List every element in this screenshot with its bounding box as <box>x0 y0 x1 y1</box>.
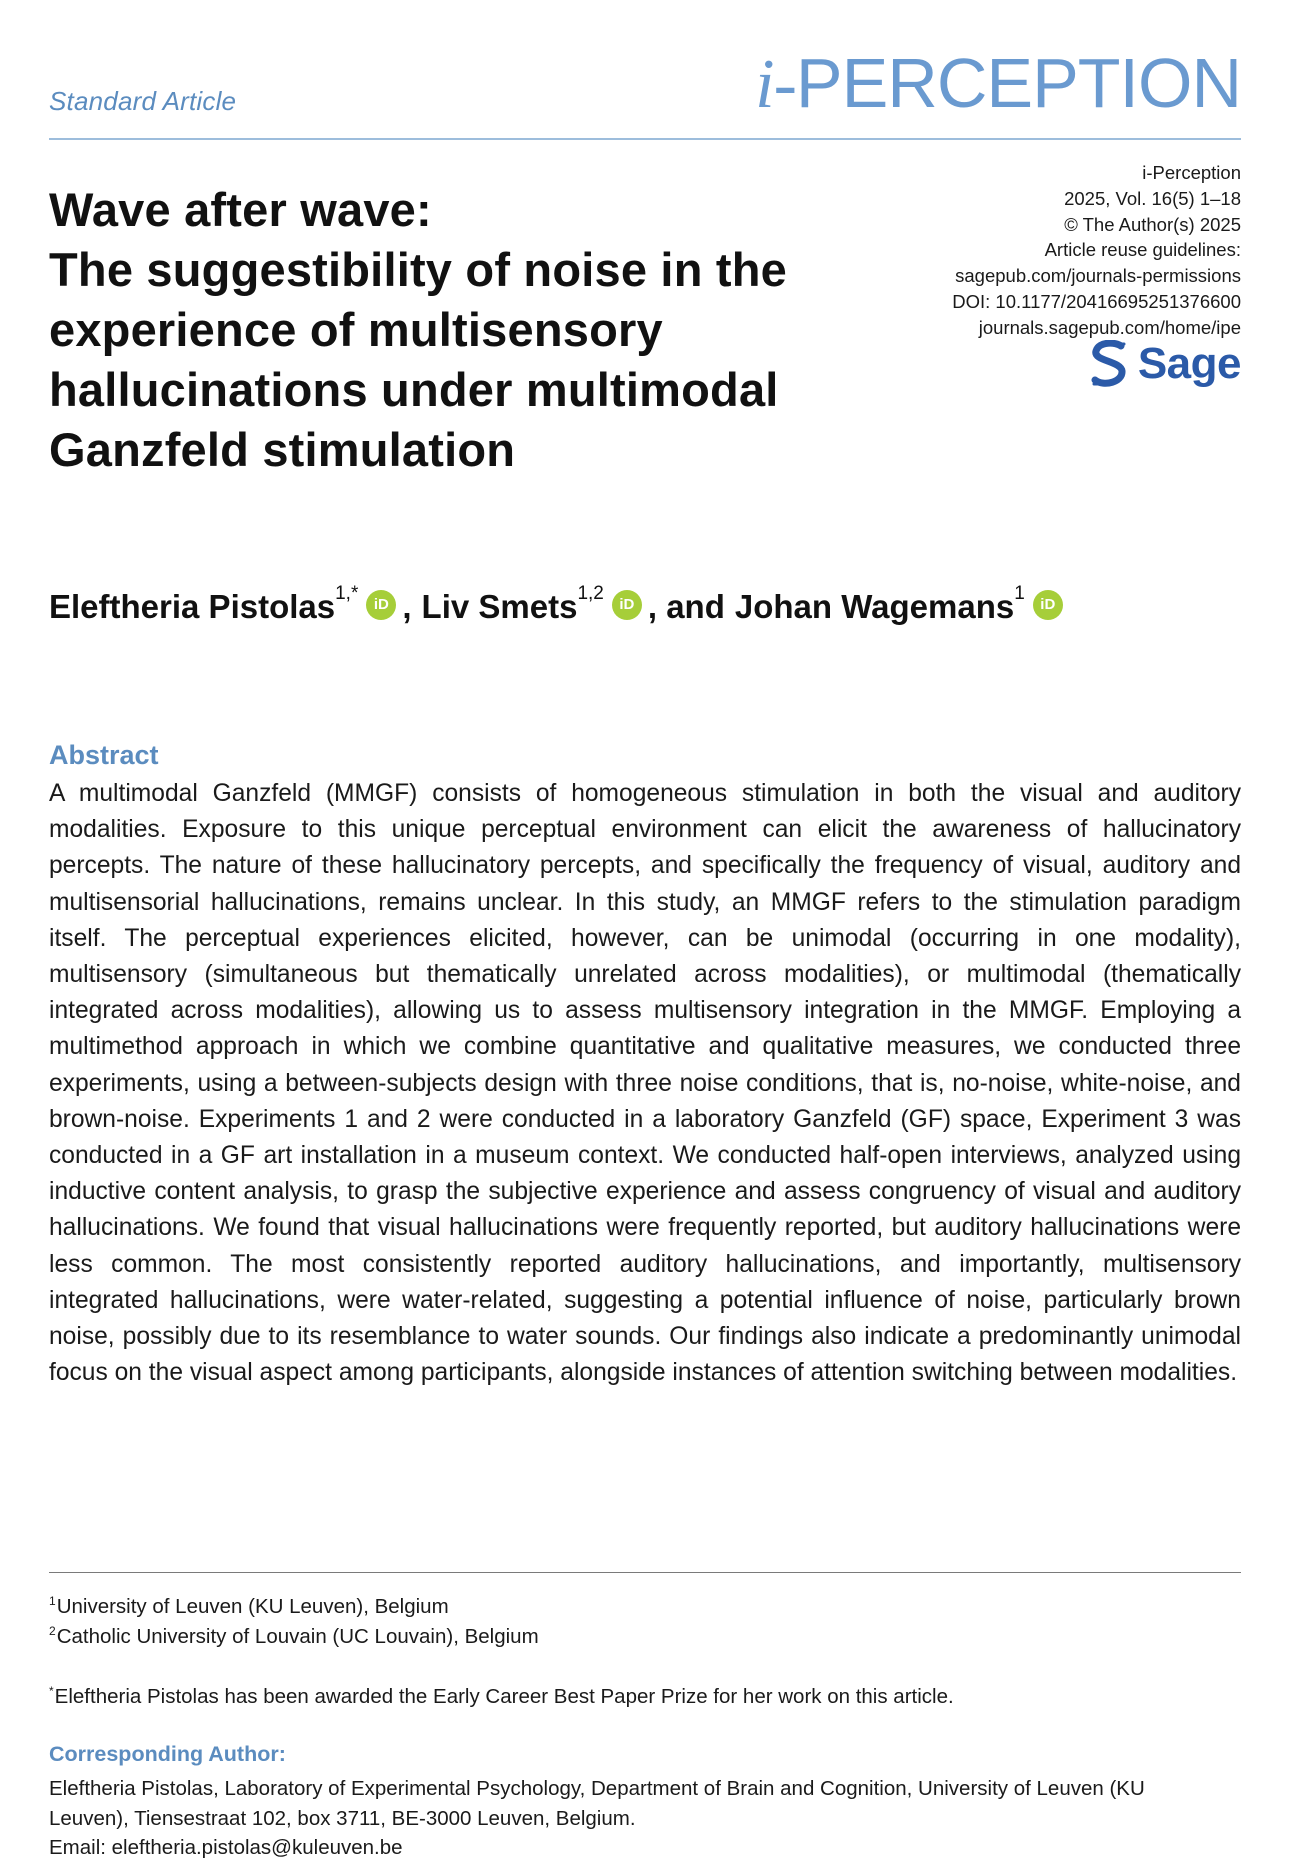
journal-logo-main: PERCEPTION <box>795 44 1241 122</box>
publication-meta <box>881 160 1241 341</box>
abstract-heading: Abstract <box>49 740 159 770</box>
author-name: Liv Smets <box>421 588 578 625</box>
sage-logo <box>1090 340 1241 388</box>
author-affil-marker: 1,2 <box>577 583 604 604</box>
award-text: Eleftheria Pistolas has been awarded the Early Career Best Paper Prize for her work on this article. <box>54 1685 954 1708</box>
award-marker: * <box>49 1684 54 1698</box>
meta-reuse-link[interactable]: sagepub.com/journals-permissions <box>955 265 1241 287</box>
journal-logo <box>755 44 1241 123</box>
sage-s-icon <box>1090 340 1128 388</box>
author-name: Eleftheria Pistolas <box>49 588 336 625</box>
author-separator: , and <box>647 588 725 625</box>
title-line: The suggestibility of noise in the <box>49 243 787 296</box>
author-affil-marker: 1,* <box>335 583 359 604</box>
title-line: hallucinations under multimodal <box>49 363 779 416</box>
header <box>49 44 1241 138</box>
meta-volume: 2025, Vol. 16(5) 1–18 <box>1064 187 1241 209</box>
title-line: Ganzfeld stimulation <box>49 423 516 476</box>
affiliation-text: University of Leuven (KU Leuven), Belgium <box>56 1595 449 1618</box>
affiliation-2 <box>49 1622 539 1654</box>
title-line: Wave after wave: <box>49 183 432 236</box>
article-title <box>49 180 909 480</box>
journal-logo-prefix: i- <box>755 46 796 123</box>
affiliation-1 <box>49 1592 449 1624</box>
header-divider <box>49 138 1241 140</box>
meta-copyright: © The Author(s) 2025 <box>1064 213 1241 235</box>
affiliation-marker: 1 <box>49 1594 56 1608</box>
article-page <box>49 0 1241 1864</box>
abstract-text: A multimodal Ganzfeld (MMGF) consists of homogeneous stimulation in both the visual and auditory modalities. Exposure to this unique perceptual environment can elicit the awareness of hallucinatory percepts. The nature of these hallucinatory percepts, and specifically the frequency of visual, auditory and multisensorial hallucinations, remains unclear. In this study, an MMGF refers to the stimulation paradigm itself. The perceptual experiences elicited, however, can be unimodal (occurring in one modality), multisensory (simultaneous but thematically unrelated across modalities), or multimodal (thematically integrated across modalities), allowing us to assess multisensory integration in the MMGF. Employing a multimethod approach in which we combine quantitative and qualitative measures, we conducted three experiments, using a between-subjects design with three noise conditions, that is, no-noise, white-noise, and brown-noise. Experiments 1 and 2 were conducted in a laboratory Ganzfeld (GF) space, Experiment 3 was conducted in a GF art installation in a museum context. We conducted half-open interviews, analyzed using inductive content analysis, to grasp the subjective experience and assess congruency of visual and auditory hallucinations. We found that visual hallucinations were frequently reported, but auditory hallucinations were less common. The most consistently reported auditory hallucinations, and importantly, multisensory integrated hallucinations, were water-related, suggesting a potential influence of noise, particularly brown noise, possibly due to its resemblance to water sounds. Our findings also indicate a predominantly unimodal focus on the visual aspect among participants, alongside instances of attention switching between modalities. <box>49 780 1241 1387</box>
author-name: Johan Wagemans <box>734 588 1015 625</box>
orcid-icon[interactable]: iD <box>366 590 396 620</box>
corresponding-author-heading: Corresponding Author: <box>49 1742 286 1766</box>
footnote-divider <box>49 1572 1241 1573</box>
meta-doi[interactable]: DOI: 10.1177/20416695251376600 <box>952 290 1241 312</box>
author-list <box>49 583 1069 626</box>
author-separator: , <box>402 588 412 625</box>
corresponding-author-details <box>49 1774 1241 1863</box>
article-type: Standard Article <box>49 86 237 116</box>
orcid-icon[interactable]: iD <box>612 590 642 620</box>
affiliation-marker: 2 <box>49 1624 56 1638</box>
affiliation-text: Catholic University of Louvain (UC Louvain), Belgium <box>56 1625 539 1648</box>
corresponding-address-line: Eleftheria Pistolas, Laboratory of Experimental Psychology, Department of Brain and Cognition, University of Leuven (KU <box>49 1777 1145 1800</box>
corresponding-email[interactable]: Email: eleftheria.pistolas@kuleuven.be <box>49 1836 403 1859</box>
corresponding-address-line: Leuven), Tiensestraat 102, box 3711, BE-3000 Leuven, Belgium. <box>49 1806 636 1830</box>
award-note <box>49 1682 954 1714</box>
title-line: experience of multisensory <box>49 303 663 356</box>
meta-journal: i-Perception <box>1142 162 1241 183</box>
sage-wordmark: Sage <box>1137 339 1241 388</box>
meta-reuse-label: Article reuse guidelines: <box>1044 239 1241 261</box>
author-affil-marker: 1 <box>1014 583 1025 604</box>
orcid-icon[interactable]: iD <box>1033 590 1063 620</box>
meta-home-link[interactable]: journals.sagepub.com/home/ipe <box>978 316 1241 338</box>
